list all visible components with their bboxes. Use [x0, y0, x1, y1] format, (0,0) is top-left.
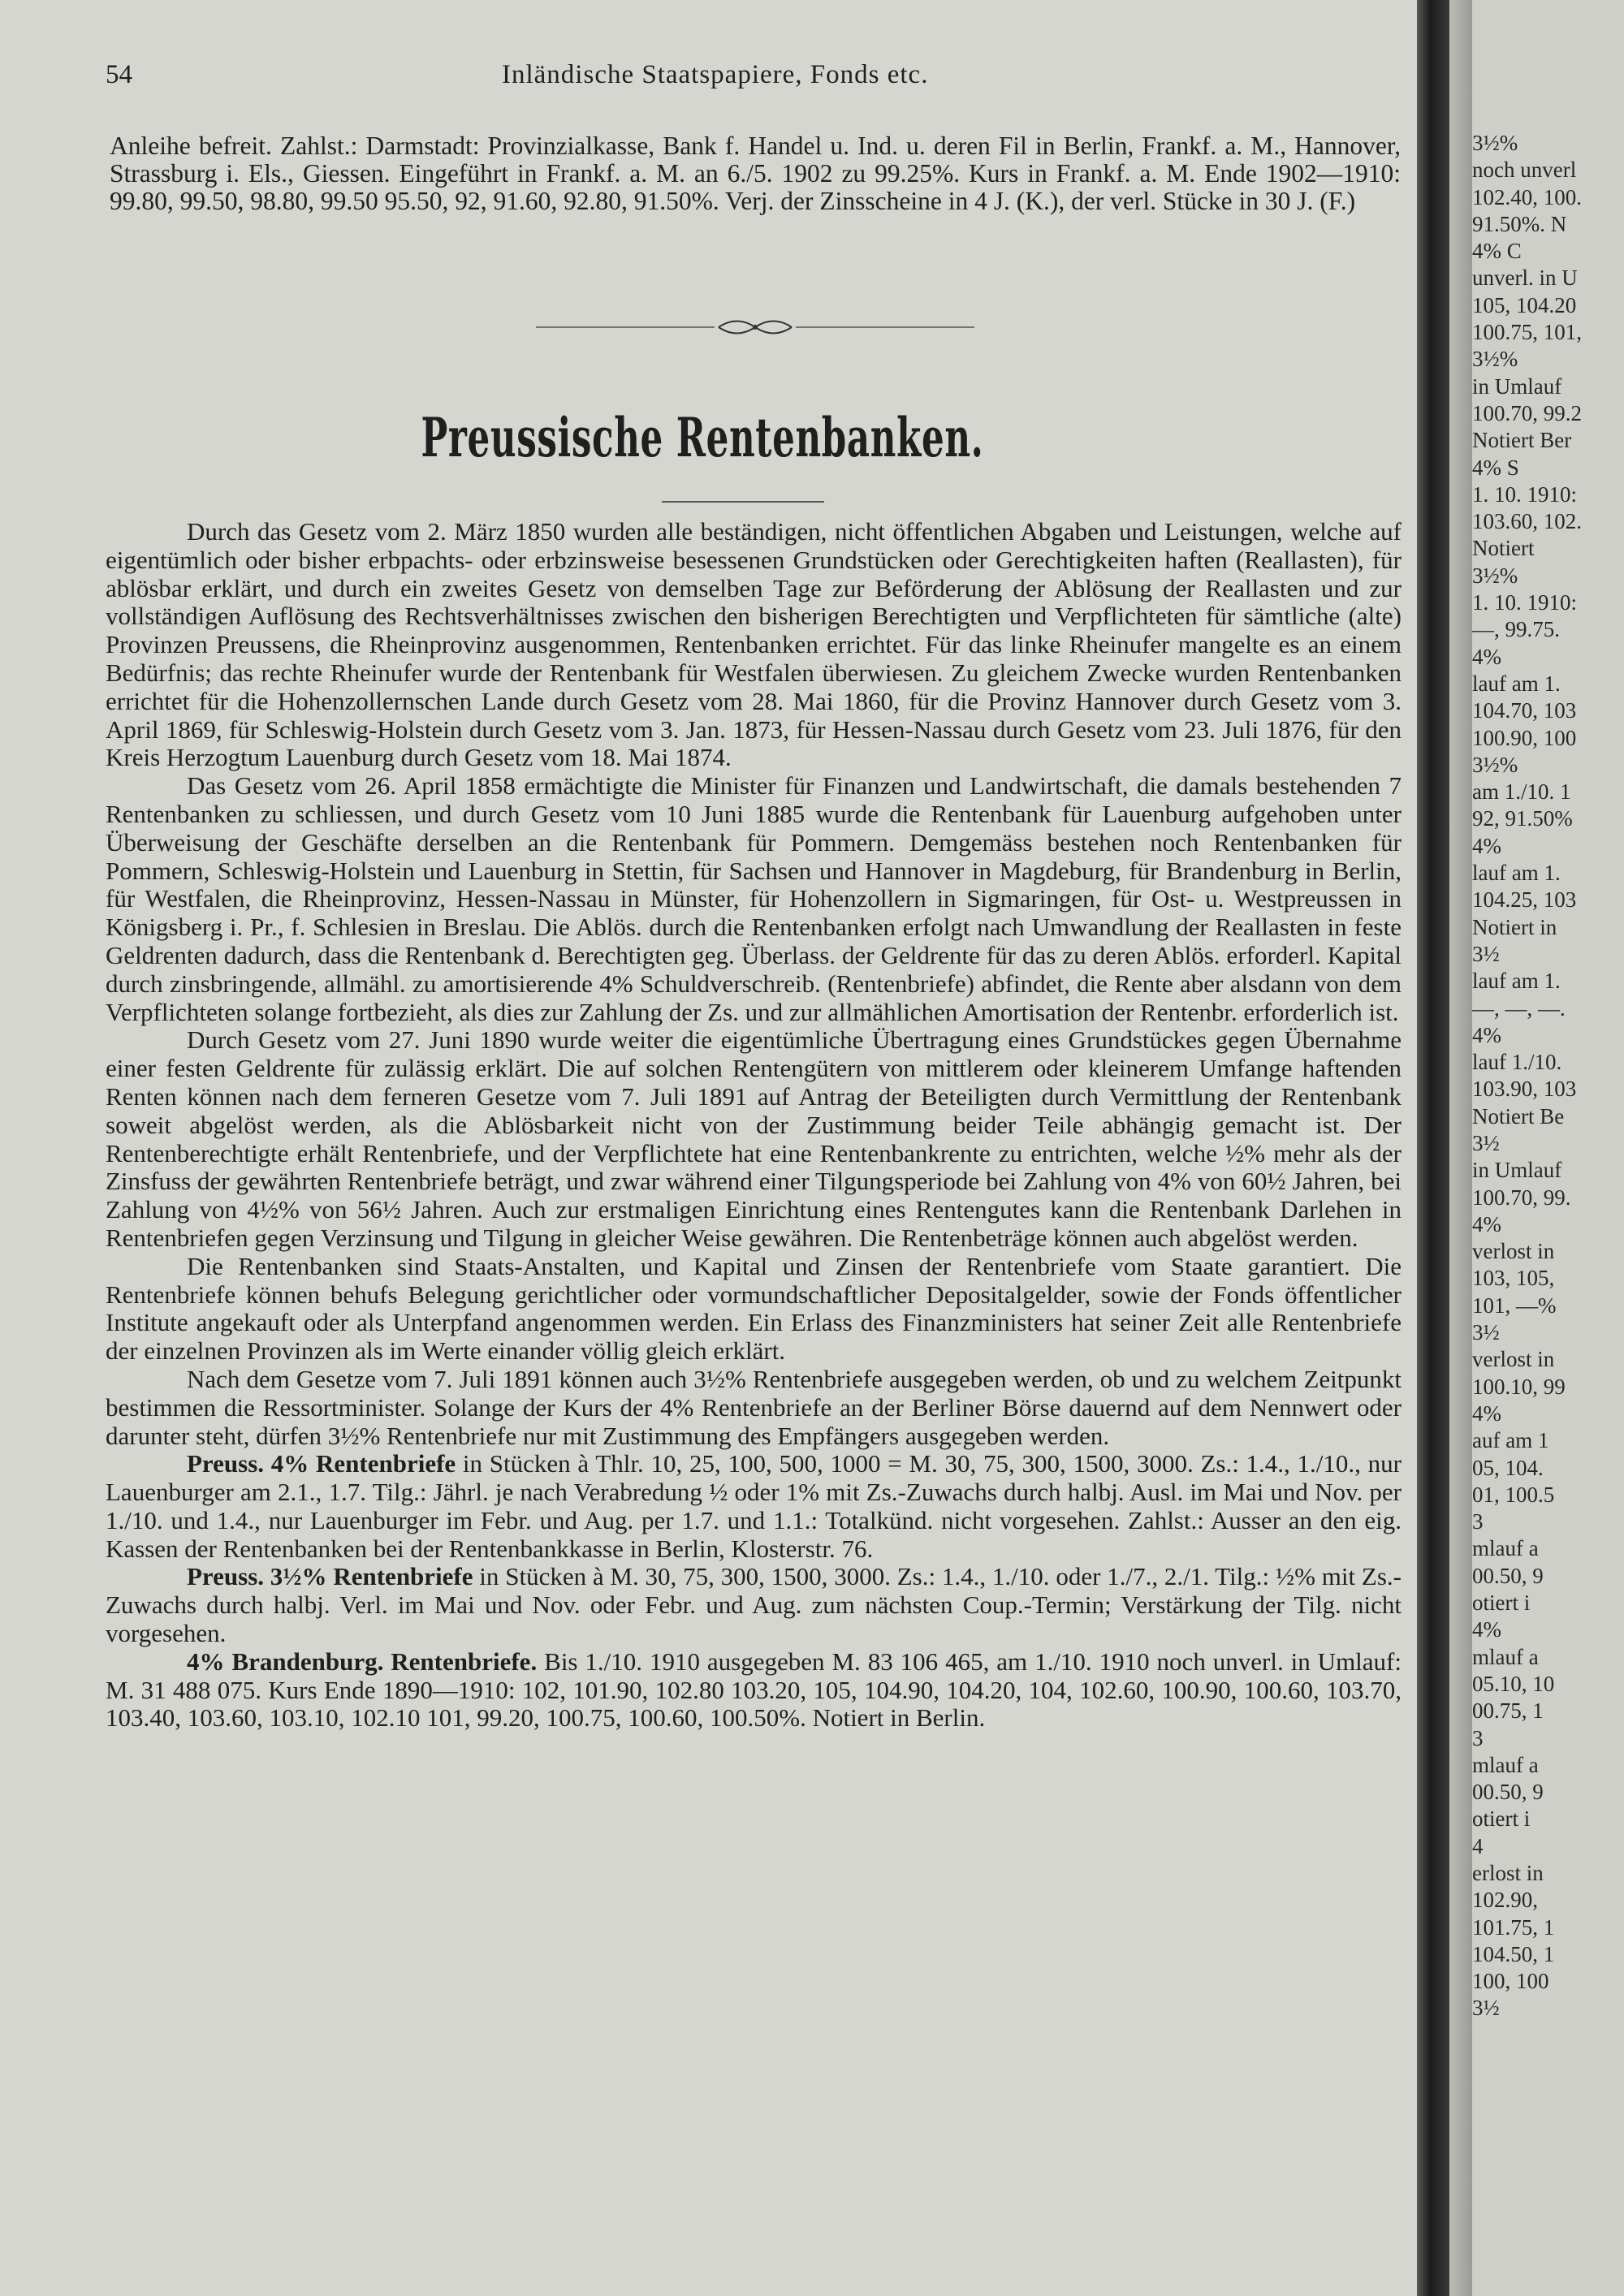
right-column-line: mlauf a	[1472, 1536, 1539, 1561]
right-column-line: 00.75, 1	[1472, 1698, 1544, 1724]
body-text	[106, 518, 1402, 1733]
right-column-line: am 1./10. 1	[1472, 779, 1571, 805]
right-column-line: 3½	[1472, 941, 1500, 966]
right-column-line: 3	[1472, 1509, 1484, 1534]
right-column-line: noch unverl	[1472, 158, 1577, 183]
right-column-line: mlauf a	[1472, 1752, 1539, 1777]
right-column-line: 101.75, 1	[1472, 1914, 1555, 1940]
right-column-line: 3½%	[1472, 347, 1518, 372]
title-rule	[662, 501, 824, 503]
right-column-line: lauf am 1.	[1472, 671, 1561, 696]
right-column-line: 100.10, 99	[1472, 1374, 1566, 1399]
running-title: Inländische Staatspapiere, Fonds etc.	[502, 60, 929, 89]
right-column-line: 3½%	[1472, 563, 1518, 588]
right-column-line: 05, 104.	[1472, 1455, 1544, 1480]
right-column-line: 00.50, 9	[1472, 1563, 1544, 1588]
right-column-line: erlost in	[1472, 1861, 1544, 1885]
paragraph: Preuss. 3½% Rentenbriefe in Stücken à M. 30, 75, 300, 1500, 3000. Zs.: 1.4., 1./10. oder 1./7., 2./1. Tilg.: ½% mit Zs.-Zuwachs durch halbj. Verl. im Mai und Nov. oder Febr. und Aug. zum nächsten Coup.-Termin; Verstärkung der Tilg. nicht vorgesehen.	[106, 1562, 1402, 1648]
ornament-divider-icon	[536, 315, 974, 339]
right-column-line: otiert i	[1472, 1806, 1531, 1832]
right-column-line: 104.70, 103	[1472, 698, 1577, 723]
right-column-line: —, —, —.	[1472, 995, 1566, 1021]
right-column-line: 4%	[1472, 1022, 1501, 1047]
right-column-line: unverl. in U	[1472, 265, 1578, 291]
right-column-line: 100, 100	[1472, 1969, 1549, 1994]
right-column-line: 92, 91.50%	[1472, 806, 1573, 831]
right-column-line: 91.50%. N	[1472, 211, 1567, 236]
right-column-line: 4%	[1472, 833, 1501, 858]
paragraph: Preuss. 4% Rentenbriefe in Stücken à Thlr. 10, 25, 100, 500, 1000 = M. 30, 75, 300, 1500, 3000. Zs.: 1.4., 1./10., nur Lauenburger am 2.1., 1.7. Tilg.: Jährl. je nach Verabredung ½ oder 1% mit Zs.-Zuwachs durch halbj. Ausl. im Mai und Nov. per 1./10. und 1.4., nur Lauenburger im Febr. und Aug. per 1.7. und 1.1.: Totalkünd. nicht vorgesehen. Zahlst.: Ausser an den eig. Kassen der Rentenbanken bei der Rentenbankkasse in Berlin, Klosterstr. 76.	[106, 1449, 1402, 1563]
book-gutter	[1417, 0, 1449, 2296]
paragraph: 4% Brandenburg. Rentenbriefe. Bis 1./10. 1910 ausgegeben M. 83 106 465, am 1./10. 1910 noch unverl. in Umlauf: M. 31 488 075. Kurs Ende 1890—1910: 102, 101.90, 102.80 103.20, 105, 104.90, 104.20, 104, 102.60, 100.90, 100.60, 103.70, 103.40, 103.60, 103.10, 102.10 101, 99.20, 100.75, 100.60, 100.50%. Notiert in Berlin.	[106, 1646, 1402, 1733]
paragraph: Durch Gesetz vom 27. Juni 1890 wurde weiter die eigentümliche Übertragung eines Grundstückes gegen Übernahme einer festen Geldrente für zulässig erklärt. Die auf solchen Rentengütern von mittlerem oder kleinerem Umfange haftenden Renten können nach dem ferneren Gesetze vom 7. Juli 1891 auf Antrag der Beteiligten durch Vermittlung der Rentenbank soweit abgelöst werden, als die Ablösbarkeit nicht von der Zustimmung beider Teile abhängig gemacht ist. Der Rentenberechtigte erhält Rentenbriefe, und der Verpflichtete hat eine Rentenbankrente zu entrichten, welche ½% mehr als der Zinsfuss der gewährten Rentenbriefe beträgt, und zwar während einer Tilgungsperiode bei Zahlung von 4% von 60½ Jahren, bei Zahlung von 4½% von 56½ Jahren. Auch zur erstmaligen Einrichtung eines Rentengutes kann die Rentenbank Darlehen in Rentenbriefen gegen Verzinsung und Tilgung in gleicher Weise gewähren. Die Rentenbeträge können auch abgelöst werden.	[106, 1025, 1402, 1252]
right-column-line: 4%	[1472, 1617, 1501, 1642]
right-column-line: 3½%	[1472, 752, 1518, 777]
paragraph: Nach dem Gesetze vom 7. Juli 1891 können auch 3½% Rentenbriefe ausgegeben werden, ob und zu welchem Zeitpunkt bestimmen die Ressortminister. Solange der Kurs der 4% Rentenbriefe an der Berliner Börse dauernd auf dem Nennwert oder darunter steht, dürfen 3½% Rentenbriefe nur mit Zustimmung des Empfängers ausgegeben werden.	[106, 1364, 1402, 1450]
continued-paragraph: Anleihe befreit. Zahlst.: Darmstadt: Provinzialkasse, Bank f. Handel u. Ind. u. deren Fil in Berlin, Frankf. a. M., Hannover, Strassburg i. Els., Giessen. Eingeführt in Frankf. a. M. an 6./5. 1902 zu 99.25%. Kurs in Frankf. a. M. Ende 1902—1910: 99.80, 99.50, 98.80, 99.50 95.50, 92, 91.60, 92.80, 91.50%. Verj. der Zinsscheine in 4 J. (K.), der verl. Stücke in 30 J. (F.)	[110, 132, 1401, 215]
right-column-line: 3½%	[1472, 131, 1518, 155]
right-column-line: 103.90, 103	[1472, 1077, 1577, 1102]
section-title: Preussische Rentenbanken.	[421, 406, 984, 469]
right-column-line: auf am 1	[1472, 1428, 1549, 1453]
page-number: 54	[106, 60, 132, 89]
right-column-line: 00.50, 9	[1472, 1780, 1544, 1805]
right-column-line: 3½	[1472, 1130, 1500, 1155]
right-column-line: 103, 105,	[1472, 1266, 1555, 1291]
right-column-line: 100.70, 99.	[1472, 1185, 1571, 1210]
right-column-line: 104.50, 1	[1472, 1941, 1555, 1966]
right-column-line: lauf 1./10.	[1472, 1050, 1562, 1075]
paragraph: Das Gesetz vom 26. April 1858 ermächtigte die Minister für Finanzen und Landwirtschaft, die damals bestehenden 7 Rentenbanken zu schliessen, und durch Gesetz vom 10 Juni 1885 wurde die Rentenbank für Lauenburg aufgehoben unter Überweisung der Geschäfte derselben an die Rentenbank für Pommern. Demgemäss bestehen noch Rentenbanken für Pommern, Schleswig-Holstein und Lauenburg in Stettin, für Sachsen und Hannover in Magdeburg, für Brandenburg in Berlin, für Westfalen, die Rheinprovinz, Hessen-Nassau in Münster, für Hohenzollern in Sigmaringen, für Ost- u. Westpreussen in Königsberg i. Pr., f. Schlesien in Breslau. Die Ablös. durch die Rentenbanken erfolgt nach Umwandlung der Reallasten in feste Geldrenten dadurch, dass die Rentenbank d. Berechtigten geg. Überlass. der Geldrente für das zu deren Ablös. erforderl. Kapital durch zinsbringende, allmähl. zu amortisierende 4% Schuldverschreib. (Rentenbriefe) abfindet, die Rente aber alsdann von dem Verpflichteten solange fortbezieht, als dies zur Zahlung der Zs. und zur allmählichen Amortisation der Rentenbr. erforderlich ist.	[106, 771, 1402, 1026]
right-page-fragment	[1472, 0, 1624, 2296]
paragraph: Die Rentenbanken sind Staats-Anstalten, und Kapital und Zinsen der Rentenbriefe vom Staate garantiert. Die Rentenbriefe können behufs Belegung gerichtlicher oder vormundschaftlicher Depositalgelder, sowie der Fonds öffentlicher Institute angekauft oder als Unterpfand angenommen werden. Ein Erlass des Finanzministers hat seiner Zeit alle Rentenbriefe der einzelnen Provinzen als im Werte einander völlig gleich erklärt.	[106, 1251, 1402, 1366]
right-column-line: 4	[1472, 1833, 1484, 1858]
right-column-line: 4% C	[1472, 239, 1522, 264]
right-column-line: in Umlauf	[1472, 1158, 1562, 1183]
right-column-line: mlauf a	[1472, 1644, 1539, 1669]
right-column-line: 05.10, 10	[1472, 1671, 1555, 1696]
right-column-line: 100.70, 99.2	[1472, 400, 1582, 425]
right-column-line: 4%	[1472, 644, 1501, 669]
right-column-line: 100.75, 101,	[1472, 320, 1582, 345]
right-column-line: Notiert	[1472, 536, 1535, 561]
right-column-line: 3½	[1472, 1996, 1500, 2021]
right-column-line: 103.60, 102.	[1472, 509, 1582, 534]
right-column-line: 1. 10. 1910:	[1472, 590, 1578, 615]
right-column-line: otiert i	[1472, 1590, 1531, 1616]
right-column-line: verlost in	[1472, 1347, 1555, 1372]
right-column-line: 104.25, 103	[1472, 887, 1577, 913]
right-column-line: 102.90,	[1472, 1888, 1538, 1913]
right-column-line: —, 99.75.	[1472, 617, 1560, 642]
right-column-line: 101, —%	[1472, 1293, 1557, 1318]
page-header	[106, 60, 1405, 96]
right-column-text	[1472, 130, 1624, 2022]
right-column-line: 3	[1472, 1725, 1484, 1750]
right-column-line: Notiert Be	[1472, 1103, 1565, 1129]
right-column-line: 102.40, 100.	[1472, 184, 1582, 209]
right-column-line: 01, 100.5	[1472, 1482, 1555, 1507]
right-column-line: 4%	[1472, 1211, 1501, 1236]
right-column-line: in Umlauf	[1472, 373, 1562, 399]
right-column-line: 3½	[1472, 1320, 1500, 1345]
right-column-line: lauf am 1.	[1472, 969, 1561, 994]
right-column-line: 100.90, 100	[1472, 725, 1577, 750]
book-gutter-edge	[1449, 0, 1472, 2296]
right-column-line: verlost in	[1472, 1239, 1555, 1264]
right-column-line: 4% S	[1472, 455, 1519, 480]
right-column-line: 1. 10. 1910:	[1472, 481, 1578, 507]
paragraph: Durch das Gesetz vom 2. März 1850 wurden alle beständigen, nicht öffentlichen Abgaben und Leistungen, welche auf eigentümlich oder bisher erbpachts- oder erbzinsweise besessenen Grundstücken oder Gerechtigkeiten haften (Reallasten), für ablösbar erklärt, und durch ein zweites Gesetz von demselben Tage zur Beförderung der Ablösung der Reallasten und zur vollständigen Auflösung des Rechtsverhältnisses zwischen den bisherigen Berechtigten und Verpflichteten für sämtliche (alte) Provinzen Preussens, die Rheinprovinz ausgenommen, Rentenbanken errichtet. Für das linke Rheinufer mangelte es an einem Bedürfnis; das rechte Rheinufer wurde der Rentenbank für Westfalen überwiesen. Zu gleichem Zwecke wurden Rentenbanken errichtet für die Hohenzollernschen Lande durch Gesetz vom 28. Mai 1860, für die Provinz Hannover durch Gesetz vom 3. April 1869, für Schleswig-Holstein durch Gesetz vom 3. Jan. 1873, für Hessen-Nassau durch Gesetz vom 23. Juli 1876, für den Kreis Herzogtum Lauenburg durch Gesetz vom 18. Mai 1874.	[106, 517, 1402, 772]
right-column-line: lauf am 1.	[1472, 861, 1561, 886]
right-column-line: 105, 104.20	[1472, 292, 1577, 317]
right-column-line: 4%	[1472, 1400, 1501, 1426]
right-column-line: Notiert Ber	[1472, 428, 1572, 453]
right-column-line: Notiert in	[1472, 914, 1557, 939]
